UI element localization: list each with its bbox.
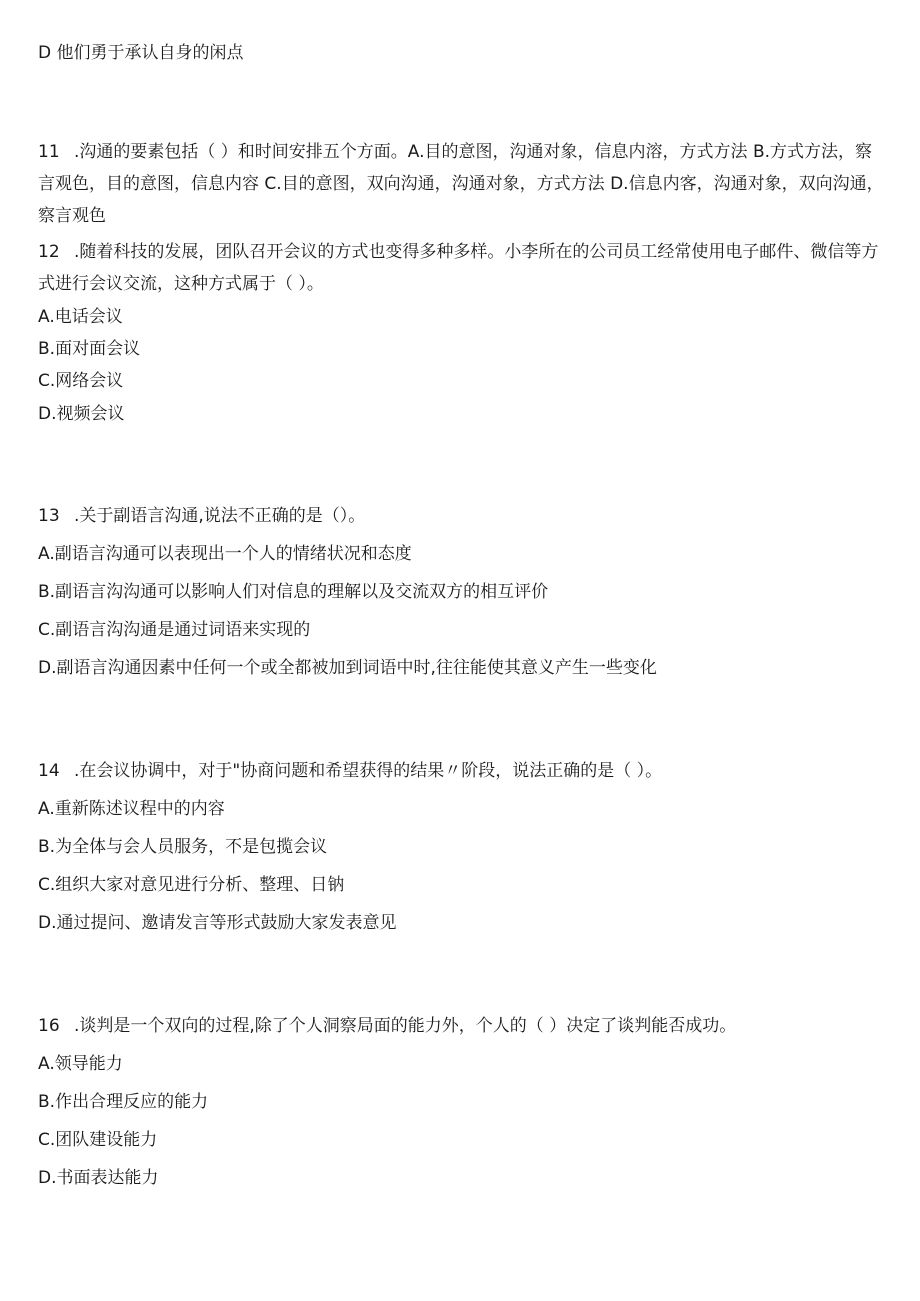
question-text: .随着科技的发展，团队召开会议的方式也变得多种多样。小李所在的公司员工经常使用电子邮件、微信等方式进行会议交流，这种方式属于（ ）。 (38, 242, 879, 294)
option-a: A.重新陈述议程中的内容 (38, 799, 225, 819)
top-fragment: D 他们勇于承认自身的闲点 (38, 43, 244, 63)
option-b: B.作出合理反应的能力 (38, 1092, 209, 1112)
question-number: 13 (38, 506, 60, 526)
option-a: A.领导能力 (38, 1054, 123, 1074)
option-d: D.视频会议 (38, 404, 125, 424)
question-16 (38, 1014, 736, 1038)
question-number: 11 (38, 142, 60, 162)
question-12 (38, 236, 884, 300)
question-number: 16 (38, 1016, 60, 1036)
question-text: .谈判是一个双向的过程,除了个人洞察局面的能力外，个人的（ ）决定了谈判能否成功。 (74, 1016, 737, 1036)
option-b: B.为全体与会人员服务，不是包揽会议 (38, 837, 328, 857)
question-text: .沟通的要素包括（ ）和时间安排五个方面。A.目的意图，沟通对象，信息内溶，方式方法 B.方式方法，察言观色，目的意图，信息内容 C.目的意图，双向沟通，沟通对象，方式方法 D.信息内客，沟通对象，双向沟通，察言观色 (38, 142, 884, 226)
option-b: B.面对面会议 (38, 339, 141, 359)
option-c: C.网络会议 (38, 371, 124, 391)
option-b: B.副语言沟沟通可以影响人们对信息的理解以及交流双方的相互评价 (38, 582, 549, 602)
option-a: A.电话会议 (38, 307, 123, 327)
option-c: C.副语言沟沟通是通过词语来实现的 (38, 620, 311, 640)
question-13 (38, 504, 365, 528)
option-c: C.组织大家对意见进行分析、整理、日钠 (38, 875, 345, 895)
question-number: 12 (38, 242, 60, 262)
option-c: C.团队建设能力 (38, 1130, 158, 1150)
option-a: A.副语言沟通可以表现出一个人的情绪状况和态度 (38, 544, 412, 564)
question-11 (38, 136, 884, 232)
option-d: D.副语言沟通因素中任何一个或全都被加到词语中时,往往能使其意义产生一些变化 (38, 658, 657, 678)
question-14 (38, 759, 662, 783)
question-text: .在会议协调中，对于"协商问题和希望获得的结果〃阶段，说法正确的是（ ）。 (74, 761, 663, 781)
question-text: .关于副语言沟通,说法不正确的是（）。 (74, 506, 366, 526)
option-d: D.通过提问、邀请发言等形式鼓励大家发表意见 (38, 913, 397, 933)
option-d: D.书面表达能力 (38, 1168, 159, 1188)
question-number: 14 (38, 761, 60, 781)
